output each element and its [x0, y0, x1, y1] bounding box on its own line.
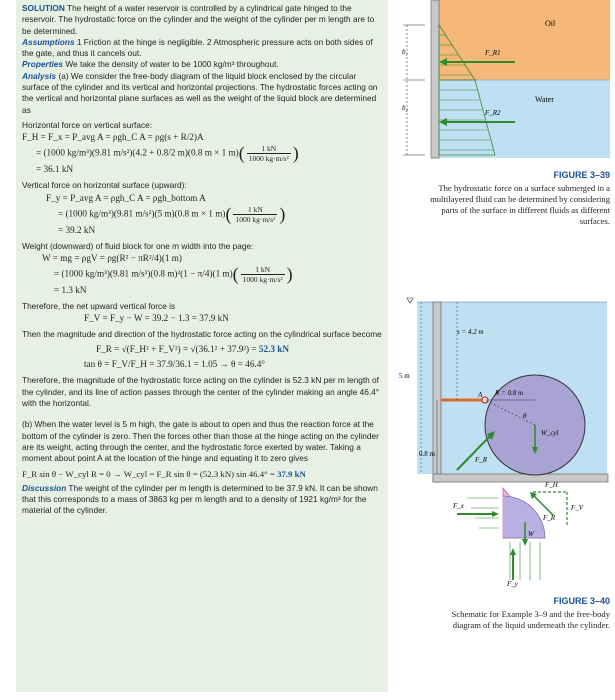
- fv-label: F_V: [571, 504, 584, 512]
- floor: [433, 474, 608, 482]
- magnitude-eq2: tan θ = F_V/F_H = 37.9/36.1 = 1.05 → θ = 46.4°: [84, 359, 265, 370]
- weight-eq1: W = mg = ρgV = ρg(R² − πR²/4)(1 m): [42, 252, 182, 263]
- fr1-label: F_R1: [485, 49, 501, 57]
- magnitude-eq1: F_R = √(F_H² + F_V²) = √(36.1² + 37.9²) = 52.3 kN: [96, 344, 290, 355]
- water-label: Water: [535, 95, 554, 104]
- fbd-fr-label: F_R: [543, 514, 556, 522]
- water-layer: [438, 80, 610, 158]
- part-b-eq: F_R sin θ − W_cyl R = 0 → W_cyl = F_R sin θ = (52.3 kN) sin 46.4° = 37.9 kN: [22, 468, 306, 479]
- vertical-eq1: F_y = P_avg A = ρgh_C A = ρgh_bottom A: [46, 192, 206, 203]
- horizontal-eq2: = (1000 kg/m³)(9.81 m/s²)(4.2 + 0.8/2 m)(0.8 m × 1 m)( $\frac{1 kN}{\text{1000 kg·m/s²}}$ ): [36, 143, 299, 164]
- solution-panel: [16, 0, 388, 692]
- figure-3-40-title: FIGURE 3–40: [553, 596, 610, 606]
- vertical-eq2: = (1000 kg/m³)(9.81 m/s²)(5 m)(0.8 m × 1 m)( $\frac{1 kN}{\text{1000 kg·m/s²}}$ ): [58, 203, 286, 224]
- a-label: A: [478, 391, 483, 399]
- vertical-result: = 39.2 kN: [58, 224, 96, 235]
- oil-label: Oil: [545, 19, 556, 28]
- figure-3-40-diagram: [395, 290, 615, 590]
- theta-label: θ: [523, 412, 527, 420]
- weight-result: = 1.3 kN: [54, 284, 87, 295]
- figure-3-39-diagram: [395, 0, 615, 165]
- figure-3-39-title: FIGURE 3–39: [553, 170, 610, 180]
- weight-heading: Weight (downward) of fluid block for one m width into the page:: [22, 240, 254, 251]
- unit-fraction: $\frac{1 kN}{\text{1000 kg·m/s²}}$: [235, 204, 276, 224]
- magnitude-text: Then the magnitude and direction of the hydrostatic force acting on the cylindrical surface become: [22, 329, 382, 340]
- properties-paragraph: Properties We take the density of water to be 1000 kg/m³ throughout.: [22, 59, 279, 70]
- side-label: 0.8 m: [419, 450, 435, 458]
- depth-label: 5 m: [399, 372, 410, 380]
- weight-eq2: = (1000 kg/m³)(9.81 m/s²)(0.8 m)²(1 − π/4)(1 m)( $\frac{1 kN}{\text{1000 kg·m/s²}}$ ): [54, 263, 293, 284]
- fr-label: F_R: [475, 456, 488, 464]
- net-force-text: Therefore, the net upward vertical force is: [22, 300, 176, 311]
- unit-fraction: $\frac{1 kN}{\text{1000 kg·m/s²}}$: [248, 144, 289, 164]
- unit-fraction: $\frac{1 kN}{\text{1000 kg·m/s²}}$: [242, 264, 283, 284]
- w-label: W: [528, 530, 534, 538]
- net-force-eq: F_V = F_y − W = 39.2 − 1.3 = 37.9 kN: [84, 313, 229, 324]
- assumptions-paragraph: Assumptions 1 Friction at the hinge is negligible. 2 Atmospheric pressure acts on both sides of the gate, and thus it cancels out.: [22, 36, 373, 59]
- part-b-text: (b) When the water level is 5 m high, the gate is about to open and thus the reaction force at the bottom of the cylinder is zero. Then the forces other than those at the hinge acting on the cylinder are its weight, acting through the center, and the hydrostatic force exerted by water. Taking a moment about point A at the location of the hinge and equating it to zero gives: [22, 419, 379, 464]
- free-body-diagram: [457, 488, 567, 580]
- b1-label: b₁: [402, 48, 408, 56]
- oil-layer: [438, 0, 610, 80]
- fh-label: F_H: [545, 481, 558, 489]
- figures-column: [395, 0, 615, 700]
- wcyl-label: W_cyl: [541, 429, 559, 437]
- wall: [431, 0, 439, 158]
- discussion-paragraph: Discussion The weight of the cylinder per m length is determined to be 37.9 kN. It can be shown that this corresponds to a mass of 3863 kg per m length and to a density of 1921 kg/m³ for the material of the cylinder.: [22, 482, 378, 516]
- b2-label: b₂: [402, 104, 408, 112]
- figure-3-39-caption: The hydrostatic force on a surface submerged in a multilayered fluid can be determined by considering parts of the surface in different fluids as different surfaces.: [430, 183, 610, 226]
- r-label: R = 0.8 m: [495, 389, 524, 397]
- solution-paragraph: SOLUTION The height of a water reservoir is controlled by a cylindrical gate hinged to the reservoir. The hydrostatic force on the cylinder and the weight of the cylinder per m length are to be determined.: [22, 3, 375, 36]
- fy-label: F_y: [507, 580, 518, 588]
- horizontal-heading: Horizontal force on vertical surface:: [22, 119, 153, 130]
- analysis-paragraph: Analysis (a) We consider the free-body diagram of the liquid block enclosed by the circular surface of the cylinder and its vertical and horizontal projections. The hydrostatic forces acting on the vertical and horizontal plane surfaces as well as the weight of the liquid block are determined as: [22, 70, 378, 115]
- horizontal-eq1: F_H = F_x = P_avg A = ρgh_C A = ρg(s + R/2)A: [22, 132, 204, 143]
- conclusion-a: Therefore, the magnitude of the hydrostatic force acting on the cylinder is 52.3 kN per m length of the cylinder, and its line of action passes through the center of the cylinder making an angle 46.4° with the horizontal.: [22, 375, 380, 409]
- vertical-heading: Vertical force on horizontal surface (upward):: [22, 180, 187, 191]
- figure-3-40-caption: Schematic for Example 3–9 and the free-body diagram of the liquid underneath the cylinder.: [451, 609, 610, 630]
- horizontal-result: = 36.1 kN: [36, 164, 74, 175]
- s-label: s = 4.2 m: [457, 328, 484, 336]
- fx-label: F_x: [453, 502, 464, 510]
- fr2-label: F_R2: [485, 109, 501, 117]
